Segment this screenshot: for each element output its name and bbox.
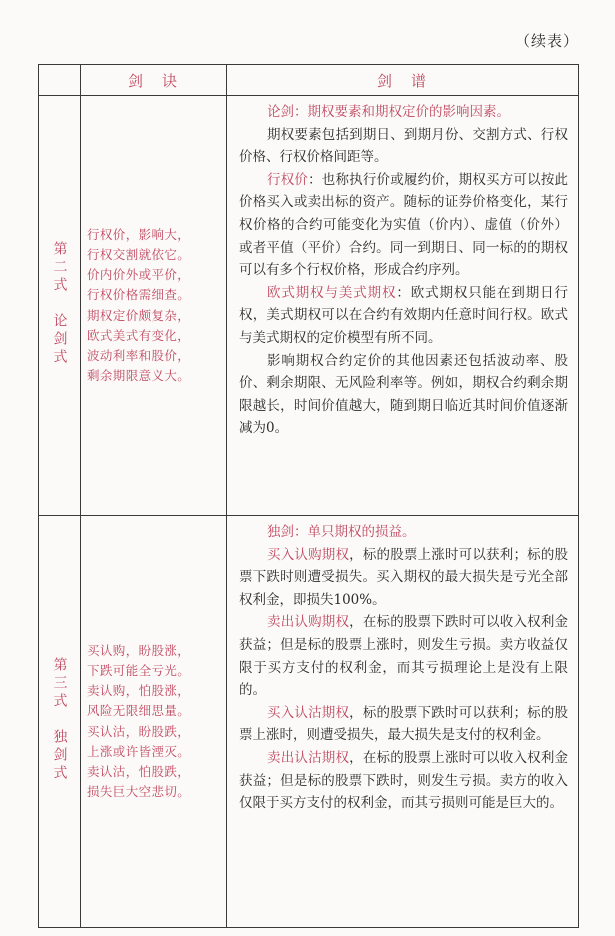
spectrum-cell: [227, 96, 579, 516]
spectrum-text: ，在标的股票上涨时可以收入权利金获益；但是标的股票下跌时，则发生亏损。卖方的收入仅限于买方支付的权利金，而其亏损则可能是巨大的。: [239, 749, 569, 812]
spectrum-paragraph: [239, 169, 568, 282]
mnemonic-line: 买认购，盼股涨，: [87, 642, 191, 658]
header-blank: [39, 65, 81, 96]
spectrum-text: ，标的股票下跌时可以获利；标的股票上涨时，则遭受损失，最大损失是支付的权利金。: [239, 704, 569, 744]
mnemonic-line: 欧式美式有变化，: [87, 327, 191, 343]
spectrum-term: 买入认沽期权: [267, 704, 350, 721]
mnemonic-line: 期权定价颇复杂，: [87, 307, 191, 323]
spectrum-term: 卖出认沽期权: [267, 749, 350, 766]
spectrum-paragraph: [239, 702, 568, 747]
style-name-cell: [39, 516, 81, 928]
spectrum-text: ：也称执行价或履约价，期权买方可以按此价格买入或卖出标的资产。随标的证券价格变化，某行权价格的合约可能变化为实值（价内）、虚值（价外）或者平值（平价）合约。同一到期日、同一标的的期权可以有多个行权价格，形成合约序列。: [239, 171, 569, 279]
spectrum-term: 行权价: [267, 171, 309, 188]
spectrum-paragraph: 期权要素包括到期日、到期月份、交割方式、行权价格、行权价格间距等。: [239, 126, 568, 166]
header-mnemonic: 剑 诀: [81, 65, 227, 96]
mnemonic-cell: [81, 516, 227, 928]
mnemonic-line: 风险无限细思量。: [87, 703, 191, 719]
mnemonic-line: 行权价格需细查。: [87, 287, 191, 303]
mnemonic-line: 波动利率和股价，: [87, 347, 191, 363]
spectrum-paragraph: [239, 544, 568, 612]
header-spectrum: 剑 谱: [227, 65, 579, 96]
mnemonic-line: 卖认购，怕股涨，: [87, 683, 191, 699]
continued-label: （续表）: [514, 32, 579, 50]
mnemonic-verse: [87, 225, 222, 387]
spectrum-paragraph: [239, 611, 568, 701]
spectrum-cell: [227, 516, 579, 928]
spectrum-paragraph: 影响期权合约定价的其他因素还包括波动率、股价、剩余期限、无风险利率等。例如，期权合约剩余期限越长，时间价值越大，随到期日临近其时间价值逐渐减为0。: [239, 352, 568, 437]
mnemonic-line: 剩余期限意义大。: [87, 368, 191, 384]
mnemonic-line: 下跌可能全亏光。: [87, 662, 191, 678]
mnemonic-line: 价内价外或平价，: [87, 267, 191, 283]
spectrum-text: ，在标的股票下跌时可以收入权利金获益；但是标的股票上涨时，则发生亏损。卖方收益仅限于买方支付的权利金，而其亏损理论上是没有上限的。: [239, 614, 569, 699]
mnemonic-line: 上涨或许皆湮灭。: [87, 743, 191, 759]
mnemonic-line: 行权价，影响大，: [87, 226, 191, 242]
spectrum-heading: 独剑：单只期权的损益。: [267, 524, 416, 540]
mnemonic-line: 卖认沽，怕股跌，: [87, 763, 191, 779]
table-header-row: [39, 65, 579, 96]
sword-table: [38, 64, 579, 928]
table-row: [39, 96, 579, 516]
mnemonic-verse: [87, 641, 222, 803]
style-name-cell: [39, 96, 81, 516]
mnemonic-line: 买认沽，盼股跌，: [87, 723, 191, 739]
spectrum-term: 卖出认购期权: [267, 614, 350, 631]
mnemonic-line: 损失巨大空悲切。: [87, 784, 191, 800]
mnemonic-cell: [81, 96, 227, 516]
spectrum-heading: 论剑：期权要素和期权定价的影响因素。: [267, 104, 510, 120]
spectrum-term: 买入认购期权: [267, 546, 350, 563]
table-row: [39, 516, 579, 928]
spectrum-paragraph: [239, 747, 568, 815]
style-name: 第三式 独剑式: [51, 656, 68, 783]
spectrum-text: ，标的股票上涨时可以获利；标的股票下跌时则遭受损失。买入期权的最大损失是亏光全部权利金，即损失100%。: [239, 546, 569, 608]
spectrum-paragraph: [239, 282, 568, 350]
spectrum-text: ：欧式期权只能在到期日行权，美式期权可以在合约有效期内任意时间行权。欧式与美式期权的定价模型有所不同。: [239, 284, 568, 346]
mnemonic-line: 行权交割就依它。: [87, 246, 191, 262]
style-name: 第二式 论剑式: [51, 240, 68, 367]
spectrum-term: 欧式期权与美式期权: [267, 284, 397, 301]
